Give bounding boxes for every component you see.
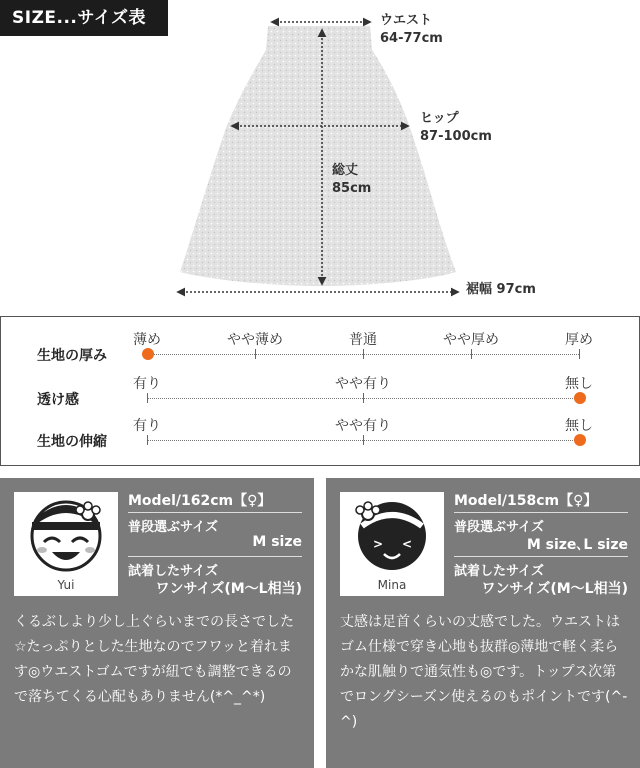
smiling-face-icon — [14, 492, 118, 578]
skirt-measurement-diagram — [0, 0, 640, 312]
model-title: Model/158cm【♀】 — [454, 493, 598, 509]
divider — [454, 512, 628, 513]
scale-tick-label: 厚め — [565, 332, 593, 348]
model-title: Model/162cm【♀】 — [128, 493, 272, 509]
model-panel-yui — [0, 478, 314, 768]
divider — [128, 512, 302, 513]
scale-tick-label: 無し — [565, 418, 593, 434]
hip-name: ヒップ — [420, 111, 459, 126]
avatar-name: Mina — [377, 578, 407, 592]
tried-size-value: ワンサイズ(M〜L相当) — [481, 581, 628, 597]
fabric-row-label: 生地の厚み — [37, 348, 107, 364]
scale-tick-label: やや厚め — [443, 332, 499, 348]
model-panel-mina — [326, 478, 640, 768]
usual-size-value: M size — [252, 534, 302, 550]
scale-tick — [579, 349, 580, 359]
waist-value: 64-77cm — [380, 31, 443, 46]
waist-name: ウエスト — [380, 13, 433, 28]
fabric-row-label: 透け感 — [37, 392, 79, 408]
scale-tick-label: やや薄め — [227, 332, 283, 348]
scale-tick — [147, 435, 148, 445]
hem-measurement: 裾幅 97cm — [466, 282, 536, 297]
scale-tick-label: 薄め — [133, 332, 161, 348]
usual-size-value: M size､L size — [526, 537, 628, 553]
thickness-indicator-dot — [142, 348, 154, 360]
hip-value: 87-100cm — [420, 129, 492, 144]
scale-tick-label: やや有り — [335, 376, 391, 392]
fabric-properties-table — [0, 316, 640, 466]
usual-size-label: 普段選ぶサイズ — [454, 520, 544, 535]
avatar — [340, 492, 444, 596]
winking-face-icon — [340, 492, 444, 578]
stretch-indicator-dot — [574, 434, 586, 446]
usual-size-label: 普段選ぶサイズ — [128, 520, 218, 535]
skirt-body — [180, 50, 456, 286]
scale-tick-label: 有り — [133, 376, 161, 392]
svg-text:<: < — [402, 537, 413, 551]
scale-tick — [147, 393, 148, 403]
fabric-row-label: 生地の伸縮 — [37, 434, 107, 450]
tried-size-value: ワンサイズ(M〜L相当) — [155, 581, 302, 597]
svg-text:>: > — [373, 537, 384, 551]
scale-tick-label: 有り — [133, 418, 161, 434]
skirt-illustration — [0, 0, 640, 312]
avatar — [14, 492, 118, 596]
scale-tick — [363, 435, 364, 445]
scale-tick-label: 普通 — [349, 332, 377, 348]
tried-size-label: 試着したサイズ — [454, 564, 544, 579]
scale-tick — [471, 349, 472, 359]
divider — [454, 556, 628, 557]
avatar-name: Yui — [57, 578, 75, 592]
length-name: 総丈 — [332, 163, 359, 178]
model-comment: 丈感は足首くらいの丈感でした。ウエストはゴム仕様で穿き心地も抜群◎薄地で軽く柔らかな肌触りで通気性も◎です。トップス次第でロングシーズン使えるのもポイントです(^-^) — [340, 614, 628, 730]
size-chart-title: SIZE...サイズ表 — [0, 0, 168, 36]
divider — [128, 556, 302, 557]
scale-tick — [255, 349, 256, 359]
skirt-waistband — [266, 26, 372, 50]
transparency-indicator-dot — [574, 392, 586, 404]
tried-size-label: 試着したサイズ — [128, 564, 218, 579]
scale-tick — [363, 393, 364, 403]
scale-tick-label: やや有り — [335, 418, 391, 434]
scale-tick — [363, 349, 364, 359]
model-comment: くるぶしより少し上ぐらいまでの長さでした☆たっぷりとした生地なのでフワッと着れます◎ウエストゴムですが紐でも調整できるので落ちてくる心配もありません(*^_^*) — [14, 614, 294, 705]
length-value: 85cm — [332, 181, 372, 196]
scale-tick-label: 無し — [565, 376, 593, 392]
